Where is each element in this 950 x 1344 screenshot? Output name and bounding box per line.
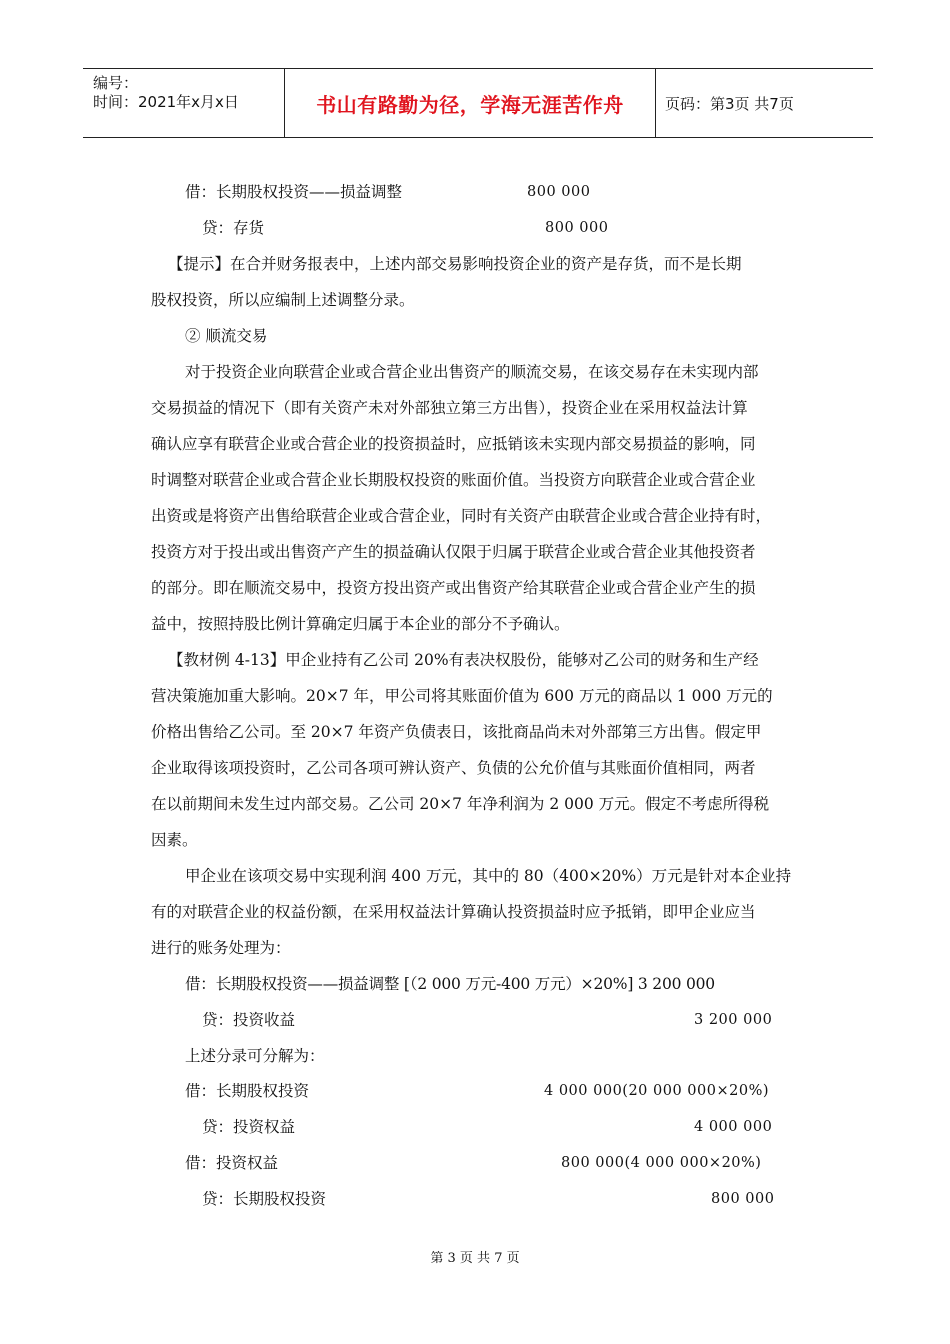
entry2-credit-amount: 3 200 000 xyxy=(694,1012,773,1028)
example-line: 在以前期间未发生过内部交易。乙公司 20×7 年净利润为 2 000 万元。假定不考虑所得税 xyxy=(151,795,770,813)
entry4-debit: 借：投资权益 xyxy=(185,1154,279,1172)
page-info-text: 页码：第3页 共7页 xyxy=(665,94,794,113)
section-title: ② 顺流交易 xyxy=(185,327,268,345)
entry4-credit: 贷：长期股权投资 xyxy=(202,1190,327,1208)
entry4-debit-amount: 800 000(4 000 000×20%) xyxy=(561,1155,762,1171)
paragraph1-line: 对于投资企业向联营企业或合营企业出售资产的顺流交易，在该交易存在未实现内部 xyxy=(185,363,759,381)
example-line: 价格出售给乙公司。至 20×7 年资产负债表日，该批商品尚未对外部第三方出售。假定甲 xyxy=(151,723,762,741)
paragraph1-line: 时调整对联营企业或合营企业长期股权投资的账面价值。当投资方向联营企业或合营企业 xyxy=(151,471,756,489)
example-line: 企业取得该项投资时，乙公司各项可辨认资产、负债的公允价值与其账面价值相同，两者 xyxy=(151,759,756,777)
header-motto xyxy=(284,69,656,137)
document-header xyxy=(83,68,873,138)
paragraph2-line: 有的对联营企业的权益份额，在采用权益法计算确认投资损益时应予抵销，即甲企业应当 xyxy=(151,903,756,921)
header-page-info xyxy=(655,69,873,137)
paragraph1-line: 出资或是将资产出售给联营企业或合营企业，同时有关资产由联营企业或合营企业持有时， xyxy=(151,507,772,525)
tip-line-2: 股权投资，所以应编制上述调整分录。 xyxy=(151,291,415,309)
entry3-credit-amount: 4 000 000 xyxy=(694,1119,773,1135)
paragraph1-line: 益中，按照持股比例计算确定归属于本企业的部分不予确认。 xyxy=(151,615,570,633)
paragraph2-line: 进行的账务处理为： xyxy=(151,939,291,957)
paragraph1-line: 确认应享有联营企业或合营企业的投资损益时，应抵销该未实现内部交易损益的影响，同 xyxy=(151,435,756,453)
example-line: 因素。 xyxy=(151,831,198,849)
example-line: 【教材例 4-13】甲企业持有乙公司 20%有表决权股份，能够对乙公司的财务和生产经 xyxy=(168,651,759,669)
entry1-credit-amount: 800 000 xyxy=(545,220,609,236)
page-footer: 第 3 页 共 7 页 xyxy=(430,1251,520,1266)
tip-line-1: 【提示】在合并财务报表中，上述内部交易影响投资企业的资产是存货，而不是长期 xyxy=(168,255,742,273)
paragraph1-line: 的部分。即在顺流交易中，投资方投出资产或出售资产给其联营企业或合营企业产生的损 xyxy=(151,579,756,597)
entry1-debit-amount: 800 000 xyxy=(527,184,591,200)
number-label: 编号： xyxy=(93,74,139,92)
time-label: 时间：2021年x月x日 xyxy=(93,93,239,111)
paragraph1-line: 投资方对于投出或出售资产产生的损益确认仅限于归属于联营企业或合营企业其他投资者 xyxy=(151,543,756,561)
paragraph1-line: 交易损益的情况下（即有关资产未对外部独立第三方出售），投资企业在采用权益法计算 xyxy=(151,399,748,417)
entry4-credit-amount: 800 000 xyxy=(711,1191,775,1207)
entry3-debit: 借：长期股权投资 xyxy=(185,1082,310,1100)
header-meta xyxy=(83,69,283,137)
paragraph2-line: 甲企业在该项交易中实现利润 400 万元，其中的 80（400×20%）万元是针对本企业持 xyxy=(185,867,792,885)
motto-text: 书山有路勤为径，学海无涯苦作舟 xyxy=(316,92,624,117)
example-line: 营决策施加重大影响。20×7 年，甲公司将其账面价值为 600 万元的商品以 1 000 万元的 xyxy=(151,687,773,705)
entry2-debit: 借：长期股权投资——损益调整 [（2 000 万元-400 万元）×20%] 3 200 000 xyxy=(185,975,715,993)
entry2-credit: 贷：投资收益 xyxy=(202,1011,296,1029)
entry3-debit-amount: 4 000 000(20 000 000×20%) xyxy=(544,1083,770,1099)
split-intro: 上述分录可分解为： xyxy=(185,1047,325,1065)
entry1-credit: 贷：存货 xyxy=(202,219,265,237)
entry1-debit: 借：长期股权投资——损益调整 xyxy=(185,183,403,201)
entry3-credit: 贷：投资权益 xyxy=(202,1118,296,1136)
